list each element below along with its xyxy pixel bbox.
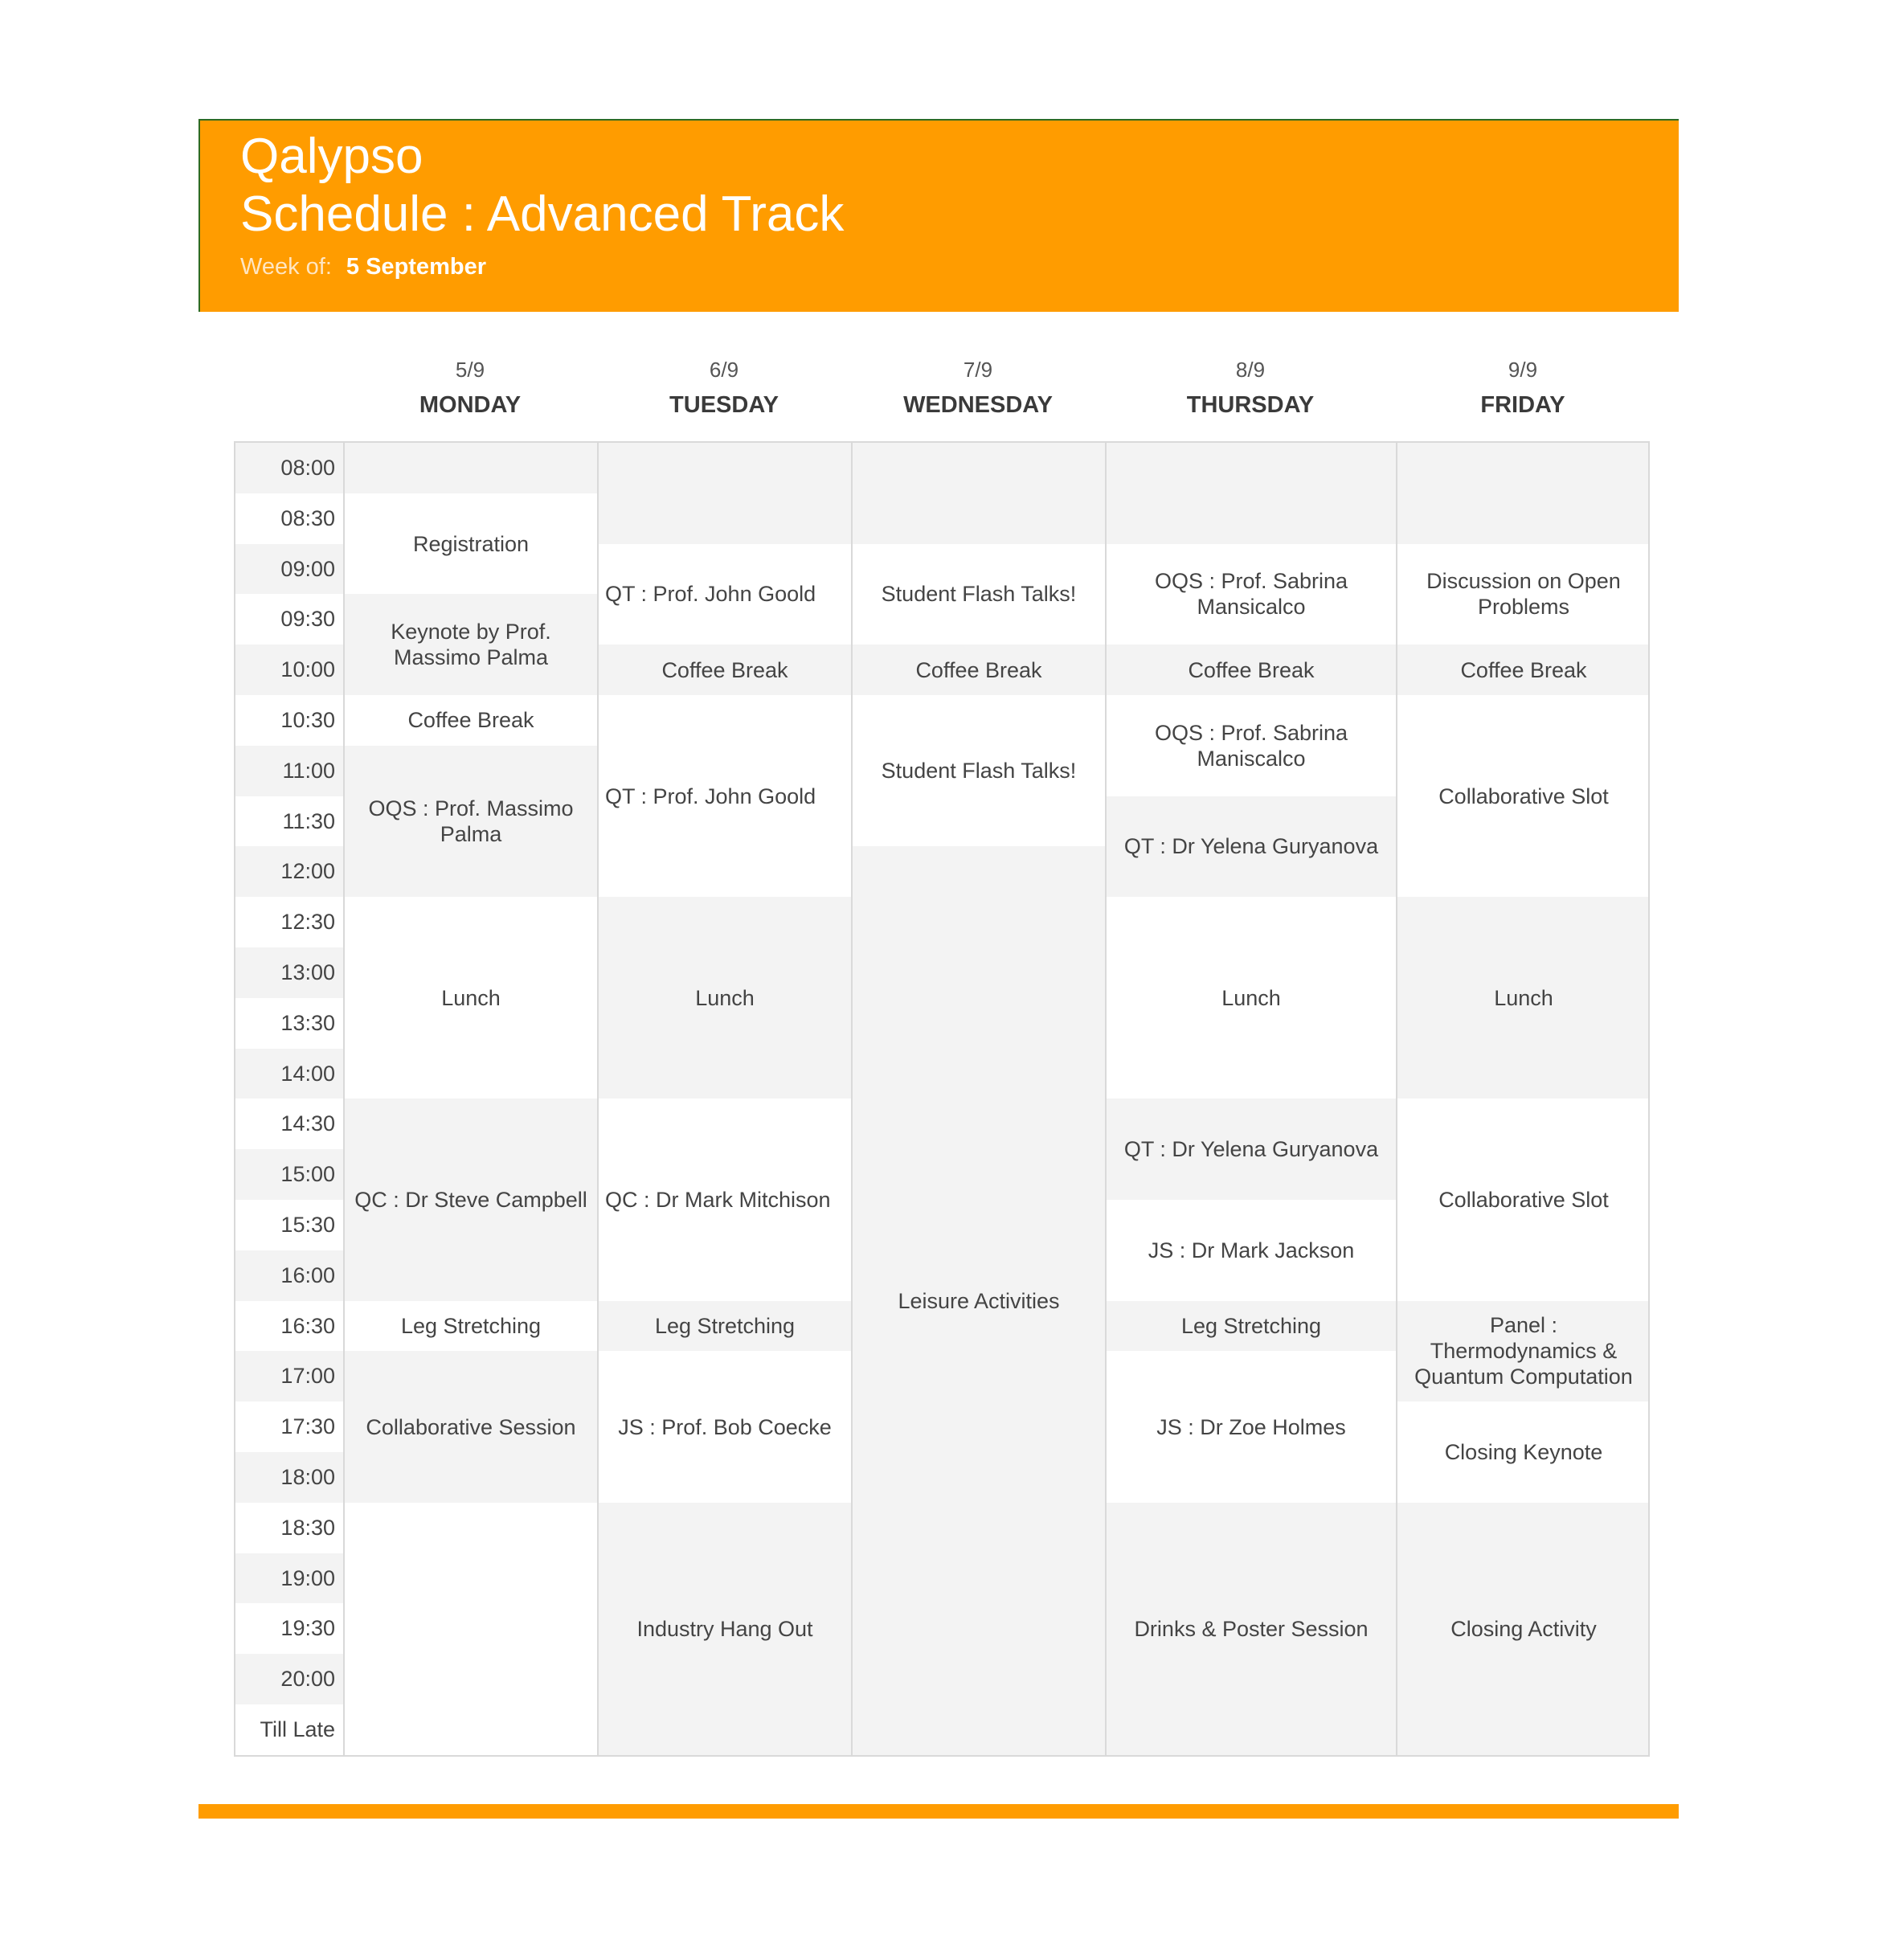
empty-slot [599, 443, 851, 544]
schedule-event: Coffee Break [599, 644, 851, 695]
time-slot: 16:00 [234, 1250, 343, 1301]
schedule-event: Industry Hang Out [599, 1503, 851, 1755]
day-date: 7/9 [963, 358, 993, 382]
empty-slot [345, 443, 597, 493]
schedule-event: JS : Dr Zoe Holmes [1107, 1351, 1396, 1502]
schedule-event: Collaborative Slot [1397, 695, 1650, 897]
time-slot: 19:30 [280, 1616, 335, 1641]
schedule-header [198, 119, 1679, 312]
schedule-event: Drinks & Poster Session [1107, 1503, 1396, 1755]
schedule-event: Lunch [1397, 897, 1650, 1099]
schedule-event: OQS : Prof. Sabrina Maniscalco [1107, 695, 1396, 796]
day-column-tuesday [597, 443, 851, 1755]
day-date: 5/9 [455, 358, 485, 382]
day-name: WEDNESDAY [903, 392, 1053, 418]
day-date: 8/9 [1235, 358, 1266, 382]
schedule-event: Lunch [1107, 897, 1396, 1099]
schedule-event: Closing Activity [1397, 1503, 1650, 1755]
grid-right-border [1648, 441, 1650, 1757]
footer-bar [198, 1804, 1679, 1819]
header-title-line1: Qalypso [240, 129, 423, 184]
day-header-wednesday [851, 354, 1105, 424]
schedule-event: Leisure Activities [853, 846, 1105, 1754]
time-slot: 18:00 [234, 1452, 343, 1503]
time-slot: 08:00 [234, 443, 343, 493]
grid-top-border [234, 441, 1650, 443]
schedule-event: JS : Prof. Bob Coecke [599, 1351, 851, 1502]
schedule-event: Discussion on Open Problems [1397, 544, 1650, 645]
schedule-event: QT : Prof. John Goold [599, 695, 851, 897]
schedule-event: Keynote by Prof. Massimo Palma [345, 594, 597, 695]
time-slot: 11:30 [282, 808, 335, 833]
empty-slot [1107, 443, 1396, 544]
schedule-event: Coffee Break [853, 644, 1105, 695]
day-header-monday [343, 354, 597, 424]
time-slot: 17:00 [234, 1351, 343, 1401]
schedule-event: QT : Dr Yelena Guryanova [1107, 796, 1396, 898]
time-slot: 18:30 [280, 1515, 335, 1540]
time-slot: 13:30 [280, 1010, 335, 1035]
empty-slot [853, 443, 1105, 544]
time-slot: 10:30 [280, 707, 335, 732]
schedule-event: Collaborative Session [345, 1351, 597, 1502]
schedule-event: Collaborative Slot [1397, 1099, 1650, 1300]
schedule-event: Student Flash Talks! [853, 544, 1105, 645]
schedule-event: Registration [345, 493, 597, 595]
schedule-event: Coffee Break [1397, 644, 1650, 695]
time-slot: 11:00 [234, 746, 343, 796]
time-slot: 15:00 [234, 1149, 343, 1200]
schedule-event: QC : Dr Steve Campbell [345, 1099, 597, 1300]
time-slot: 10:00 [234, 644, 343, 695]
schedule-event: QT : Prof. John Goold [599, 544, 851, 645]
time-slot: 15:30 [280, 1212, 335, 1237]
day-column-friday [1396, 443, 1650, 1755]
time-slot: Till Late [260, 1717, 335, 1741]
day-name: TUESDAY [669, 392, 779, 418]
time-slot: 19:00 [234, 1553, 343, 1604]
schedule-event: Leg Stretching [599, 1301, 851, 1352]
schedule-event: Panel : Thermodynamics & Quantum Computation [1397, 1301, 1650, 1402]
time-slot: 16:30 [280, 1313, 335, 1338]
schedule-event: Leg Stretching [1107, 1301, 1396, 1352]
day-column-wednesday [851, 443, 1105, 1755]
schedule-event: Student Flash Talks! [853, 695, 1105, 846]
time-slot: 14:00 [234, 1049, 343, 1099]
schedule-event: Lunch [345, 897, 597, 1099]
schedule-event: QT : Dr Yelena Guryanova [1107, 1099, 1396, 1200]
grid-left-border [234, 441, 235, 1757]
schedule-event: QC : Dr Mark Mitchison [599, 1099, 851, 1300]
week-label: Week of: [240, 254, 332, 280]
day-column-monday [343, 443, 597, 1755]
schedule-event: Coffee Break [1107, 644, 1396, 695]
schedule-event: OQS : Prof. Sabrina Mansicalco [1107, 544, 1396, 645]
day-header-friday [1396, 354, 1650, 424]
time-slot: 12:00 [234, 846, 343, 897]
schedule-event: Closing Keynote [1397, 1401, 1650, 1503]
schedule-event: Leg Stretching [345, 1301, 597, 1352]
time-slot: 20:00 [234, 1654, 343, 1704]
day-date: 6/9 [709, 358, 739, 382]
time-slot: 12:30 [280, 910, 335, 935]
time-slot: 14:30 [280, 1111, 335, 1136]
week-of [240, 251, 486, 283]
day-name: FRIDAY [1480, 392, 1565, 418]
day-header-tuesday [597, 354, 851, 424]
schedule-event: Lunch [599, 897, 851, 1099]
day-column-thursday [1105, 443, 1396, 1755]
schedule-event: JS : Dr Mark Jackson [1107, 1200, 1396, 1301]
time-slot: 08:30 [280, 505, 335, 530]
time-slot: 17:30 [280, 1414, 335, 1439]
time-column [234, 443, 343, 1755]
schedule-event: OQS : Prof. Massimo Palma [345, 746, 597, 897]
header-title-line2: Schedule : Advanced Track [240, 186, 845, 242]
day-header-thursday [1105, 354, 1396, 424]
day-name: THURSDAY [1186, 392, 1315, 418]
grid-bottom-border [234, 1755, 1650, 1757]
schedule-event: Coffee Break [345, 695, 597, 746]
empty-slot [345, 1503, 597, 1755]
time-slot: 13:00 [234, 947, 343, 998]
day-date: 9/9 [1508, 358, 1538, 382]
week-value: 5 September [346, 254, 486, 280]
time-slot: 09:30 [280, 607, 335, 632]
time-slot: 09:00 [234, 544, 343, 595]
day-name: MONDAY [419, 392, 522, 418]
empty-slot [1397, 443, 1650, 544]
